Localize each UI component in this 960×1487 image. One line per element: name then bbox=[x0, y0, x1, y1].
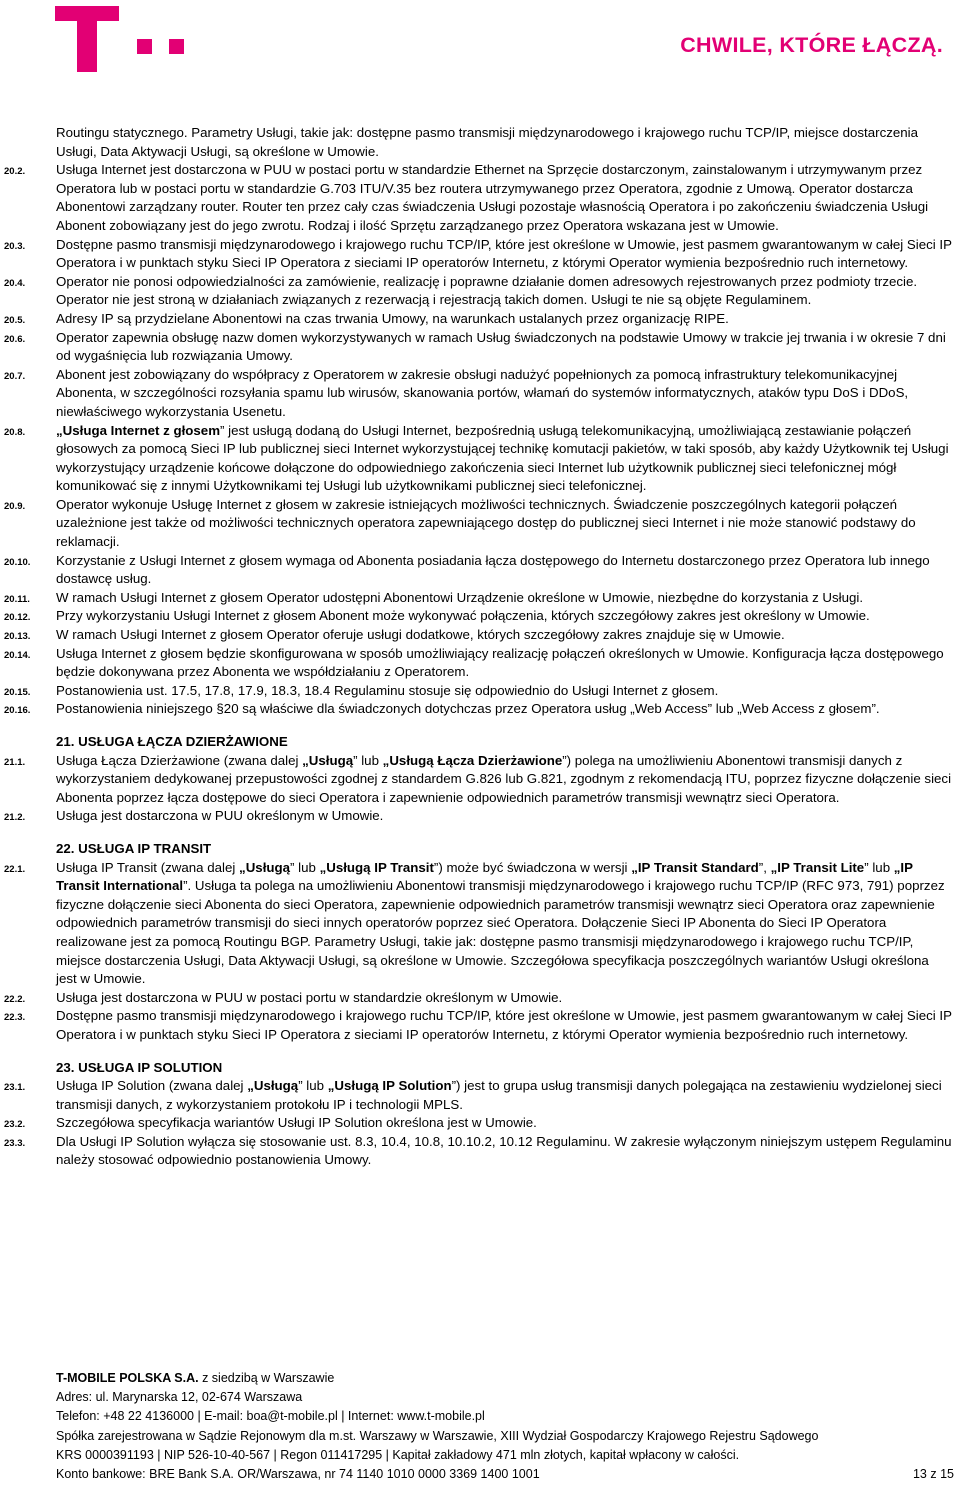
clause-number: 23.1. bbox=[4, 1082, 26, 1094]
section-heading: 21. USŁUGA ŁĄCZA DZIERŻAWIONE bbox=[56, 734, 288, 749]
clause-number: 20.9. bbox=[4, 500, 26, 512]
clause-number: 20.7. bbox=[4, 370, 26, 382]
clause bbox=[0, 1114, 960, 1133]
clause bbox=[0, 329, 960, 366]
clause bbox=[0, 1077, 960, 1114]
clause bbox=[0, 859, 960, 989]
clause-text: Dostępne pasmo transmisji międzynarodowego i krajowego ruchu TCP/IP, które jest określone w Umowie, jest pasmem gwarantowanym w całej Sieci IP Operatora i w punktach styku Sieci IP Operatora z sieciami IP operatorów Internetu, z którymi Operator wymienia bezpośrednio ruch internetowy. bbox=[56, 1008, 952, 1042]
clause-number: 23.2. bbox=[4, 1119, 26, 1131]
page-number: 13 z 15 bbox=[912, 1467, 954, 1482]
clause-text: Postanowienia ust. 17.5, 17.8, 17.9, 18.3, 18.4 Regulaminu stosuje się odpowiednio do Usługi Internet z głosem. bbox=[56, 682, 719, 698]
clause-number: 22.1. bbox=[4, 863, 26, 875]
clause-text: „Usługa Internet z głosem” jest usługą dodaną do Usługi Internet, bezpośrednią usługą telekomunikacyjną, umożliwiającą zestawianie połączeń głosowych za pomocą Sieci IP lub publicznej sieci Internet wykorzystującej technikę komutacji pakietów, w taki sposób, aby każdy Użytkownik tej Usługi wykorzystujący urządzenie końcowe dołączone do odpowiedniego zakończenia sieci Internet lub użytkownik publicznej sieci telefonicznej mógł komunikować się z innymi Użytkownikami tej Usługi lub użytkownikami publicznej sieci telefonicznej. bbox=[56, 422, 949, 494]
clause-number: 20.2. bbox=[4, 166, 26, 178]
clause bbox=[0, 1007, 960, 1044]
clause-text: Adresy IP są przydzielane Abonentowi na czas trwania Umowy, na warunkach ustalanych przez organizację RIPE. bbox=[56, 310, 729, 326]
footer-company bbox=[56, 1369, 954, 1388]
clause bbox=[0, 161, 960, 235]
clause-number: 20.13. bbox=[4, 631, 31, 643]
clause bbox=[0, 1133, 960, 1170]
clause bbox=[0, 752, 960, 808]
clause bbox=[0, 589, 960, 608]
clause bbox=[0, 552, 960, 589]
footer-registration: Spółka zarejestrowana w Sądzie Rejonowym dla m.st. Warszawy w Warszawie, XIII Wydział Gospodarczy Krajowego Rejestru Sądowego bbox=[56, 1428, 819, 1443]
clause-text: Routingu statycznego. Parametry Usługi, takie jak: dostępne pasmo transmisji międzynarodowego i krajowego ruchu TCP/IP, miejsce dostarczenia Usługi, Data Aktywacji Usługi, są określone w Umowie. bbox=[56, 125, 919, 159]
clause-number: 20.11. bbox=[4, 593, 30, 605]
clause-text: W ramach Usługi Internet z głosem Operator udostępni Abonentowi Urządzenie określone w Umowie, niezbędne do korzystania z Usługi. bbox=[56, 589, 864, 605]
slogan: CHWILE, KTÓRE ŁĄCZĄ. bbox=[680, 33, 943, 57]
clause-number: 20.12. bbox=[4, 612, 31, 624]
clause-number: 21.1. bbox=[4, 756, 26, 768]
clause-number: 21.2. bbox=[4, 812, 26, 824]
footer-bank-row bbox=[56, 1465, 954, 1484]
document-body bbox=[0, 124, 960, 1170]
clause-text: Postanowienia niniejszego §20 są właściwe dla świadczonych dotychczas przez Operatora usług „Web Access” lub „Web Access z głosem”. bbox=[56, 701, 880, 717]
clause bbox=[0, 807, 960, 826]
clause bbox=[0, 607, 960, 626]
clause bbox=[0, 626, 960, 645]
clause bbox=[0, 989, 960, 1008]
clause-number: 22.3. bbox=[4, 1012, 26, 1024]
footer-contact: Telefon: +48 22 4136000 | E-mail: boa@t-mobile.pl | Internet: www.t-mobile.pl bbox=[56, 1409, 485, 1424]
clause-number: 20.10. bbox=[4, 556, 31, 568]
clause-text: Usługa jest dostarczona w PUU określonym w Umowie. bbox=[56, 808, 384, 824]
clause bbox=[0, 422, 960, 496]
clause-text: Przy wykorzystaniu Usługi Internet z głosem Abonent może wykonywać połączenia, których szczegółowy zakres jest określony w Umowie. bbox=[56, 608, 870, 624]
clause-number: 20.14. bbox=[4, 649, 31, 661]
clause-number: 20.4. bbox=[4, 277, 26, 289]
clause-text: Usługa Internet z głosem będzie skonfigurowana w sposób umożliwiający realizację połączeń określonych w Umowie. Konfiguracja łącza dostępowego będzie dokonywana przez Abonenta we współdziałaniu z Operatorem. bbox=[56, 645, 944, 680]
clause-text: Usługa IP Transit (zwana dalej „Usługą” lub „Usługą IP Transit”) może być świadczona w wersji „IP Transit Standard”, „IP Transit Lite” lub „IP Transit International”. Usługa ta polega na umożliwieniu Abonentowi transmisji międzynarodowego i krajowego ruchu TCP/IP (RFC 973, 791) poprzez fizyczne dołączenie sieci Abonenta do sieci Operatora, zapewnienie odpowiednich parametrów transmisji wewnątrz sieci Operatora oraz zapewnienie odpowiednich parametrów transmisji do sieci innych operatorów poprzez sieć Operatora. Dołączenie Sieci IP Abonenta do Sieci IP Operatora realizowane jest za pomocą Routingu BGP. Parametry Usługi, takie jak: dostępne pasmo transmisji międzynarodowego i krajowego ruchu TCP/IP, miejsce dostarczenia Usługi, Data Aktywacji Usługi, są określone w Umowie. Szczegółowa specyfikacja poszczególnych wariantów Usługi określona jest w Umowie. bbox=[56, 859, 945, 987]
clause bbox=[0, 273, 960, 310]
clause-text: Usługa IP Solution (zwana dalej „Usługą” lub „Usługą IP Solution”) jest to grupa usług transmisji danych polegająca na zestawieniu wydzielonej sieci transmisji danych, z wykorzystaniem protokołu IP i technologii MPLS. bbox=[56, 1078, 942, 1112]
clause-text: Korzystanie z Usługi Internet z głosem wymaga od Abonenta posiadania łącza dostępowego do Internetu dostarczonego przez Operatora lub innego dostawcę usług. bbox=[56, 552, 930, 587]
clause bbox=[0, 682, 960, 701]
clause-text: Operator zapewnia obsługę nazw domen wykorzystywanych w ramach Usług świadczonych na podstawie Umowy w trakcie jej trwania i w okresie 7 dni od wygaśnięcia lub rozwiązania Umowy. bbox=[56, 329, 946, 364]
clause-text: Abonent jest zobowiązany do współpracy z Operatorem w zakresie obsługi nadużyć popełnionych za pomocą infrastruktury telekomunikacyjnej Abonenta, w szczególności rozsyłania spamu lub wirusów, skanowania portów, włamań do systemów informatycznych, ataków typu DoS i DDoS, niewłaściwego wykorzystania Usenetu. bbox=[56, 366, 909, 419]
clause bbox=[0, 496, 960, 552]
clause-text: Operator nie ponosi odpowiedzialności za zamówienie, realizację i poprawne działanie domen adresowych rejestrowanych przez podmioty trzecie. Operator nie jest stroną w działaniach związanych z rezerwacją i rejestracją takich domen. Usługi te nie są objęte Regulaminem. bbox=[56, 273, 918, 308]
clause-number: 22.2. bbox=[4, 993, 26, 1005]
clause bbox=[0, 124, 960, 161]
clause bbox=[0, 310, 960, 329]
clause-text: Usługa Łącza Dzierżawione (zwana dalej „Usługą” lub „Usługą Łącza Dzierżawione”) polega na umożliwieniu Abonentowi transmisji danych z wykorzystaniem dedykowanej przepustowości zgodnej z standardem G.826 lub G.821, zgodnym z rekomendacją ITU, poprzez fizyczne dołączenie sieci Abonenta poprzez łącza dostępowe do sieci Operatora i zapewnienie odpowiednich parametrów transmisji wewnątrz sieci Operatora. bbox=[56, 752, 952, 805]
section-heading: 22. USŁUGA IP TRANSIT bbox=[56, 840, 212, 856]
footer-address: Adres: ul. Marynarska 12, 02-674 Warszawa bbox=[56, 1390, 303, 1405]
page-footer bbox=[56, 1369, 954, 1484]
clause bbox=[0, 366, 960, 422]
page-header bbox=[0, 0, 960, 80]
clause bbox=[0, 700, 960, 719]
clause bbox=[0, 645, 960, 682]
footer-bank: Konto bankowe: BRE Bank S.A. OR/Warszawa, nr 74 1140 1010 0000 3369 1400 1001 bbox=[56, 1467, 540, 1482]
clause-number: 20.6. bbox=[4, 333, 26, 345]
clause-text: Dla Usługi IP Solution wyłącza się stosowanie ust. 8.3, 10.4, 10.8, 10.10.2, 10.12 Regulaminu. W zakresie wyłączonym niniejszym ustępem Regulaminu należy stosować odpowiednio postanowienia Umowy. bbox=[56, 1133, 952, 1168]
clause-number: 20.16. bbox=[4, 705, 31, 717]
clause-text: W ramach Usługi Internet z głosem Operator oferuje usługi dodatkowe, których szczegółowy zakres znajduje się w Umowie. bbox=[56, 627, 785, 643]
clause-number: 20.8. bbox=[4, 426, 26, 438]
clause bbox=[0, 236, 960, 273]
clause-text: Usługa Internet jest dostarczona w PUU w postaci portu w standardzie Ethernet na Sprzęcie dostarczonym, zainstalowanym i utrzymywanym przez Operatora lub w postaci portu w standardzie G.703 ITU/V.35 bez routera utrzymywanego przez Operatora, zgodnie z Umową. Operator dostarcza Abonentowi zarządzany router. Router ten przez cały czas świadczenia Usługi pozostaje własnością Operatora i po zakończeniu świadczenia Usługi Abonent zobowiązany jest do jego zwrotu. Rodzaj i ilość Sprzętu zarządzanego przez Operatora wskazana jest w Umowie. bbox=[56, 162, 929, 233]
section-heading: 23. USŁUGA IP SOLUTION bbox=[56, 1059, 223, 1075]
clause-number: 23.3. bbox=[4, 1137, 26, 1149]
footer-company-name: T-MOBILE POLSKA S.A. bbox=[56, 1371, 199, 1385]
footer-ids: KRS 0000391193 | NIP 526-10-40-567 | Regon 011417295 | Kapitał zakładowy 471 mln złotych, kapitał wpłacony w całości. bbox=[56, 1447, 740, 1462]
clause-text: Dostępne pasmo transmisji międzynarodowego i krajowego ruchu TCP/IP, które jest określone w Umowie, jest pasmem gwarantowanym w całej Sieci IP Operatora i w punktach styku Sieci IP Operatora z sieciami IP operatorów Internetu, z którymi Operator wymienia bezpośrednio ruch internetowy. bbox=[56, 236, 952, 271]
clause-text: Usługa jest dostarczona w PUU w postaci portu w standardzie określonym w Umowie. bbox=[56, 989, 563, 1005]
t-mobile-logo bbox=[55, 6, 190, 72]
clause-number: 20.5. bbox=[4, 314, 26, 326]
clause-text: Operator wykonuje Usługę Internet z głosem w zakresie istniejących możliwości technicznych. Świadczenie poszczególnych kategorii połączeń uzależnione jest także od możliwości technicznych operatora zapewniającego dostęp do publicznej sieci Internet i nie może stanowić podstawy do reklamacji. bbox=[56, 496, 916, 550]
clause-text: Szczegółowa specyfikacja wariantów Usługi IP Solution określona jest w Umowie. bbox=[56, 1115, 537, 1131]
clause-number: 20.15. bbox=[4, 686, 31, 698]
clause-number: 20.3. bbox=[4, 240, 26, 252]
footer-company-seat: z siedzibą w Warszawie bbox=[198, 1371, 335, 1385]
